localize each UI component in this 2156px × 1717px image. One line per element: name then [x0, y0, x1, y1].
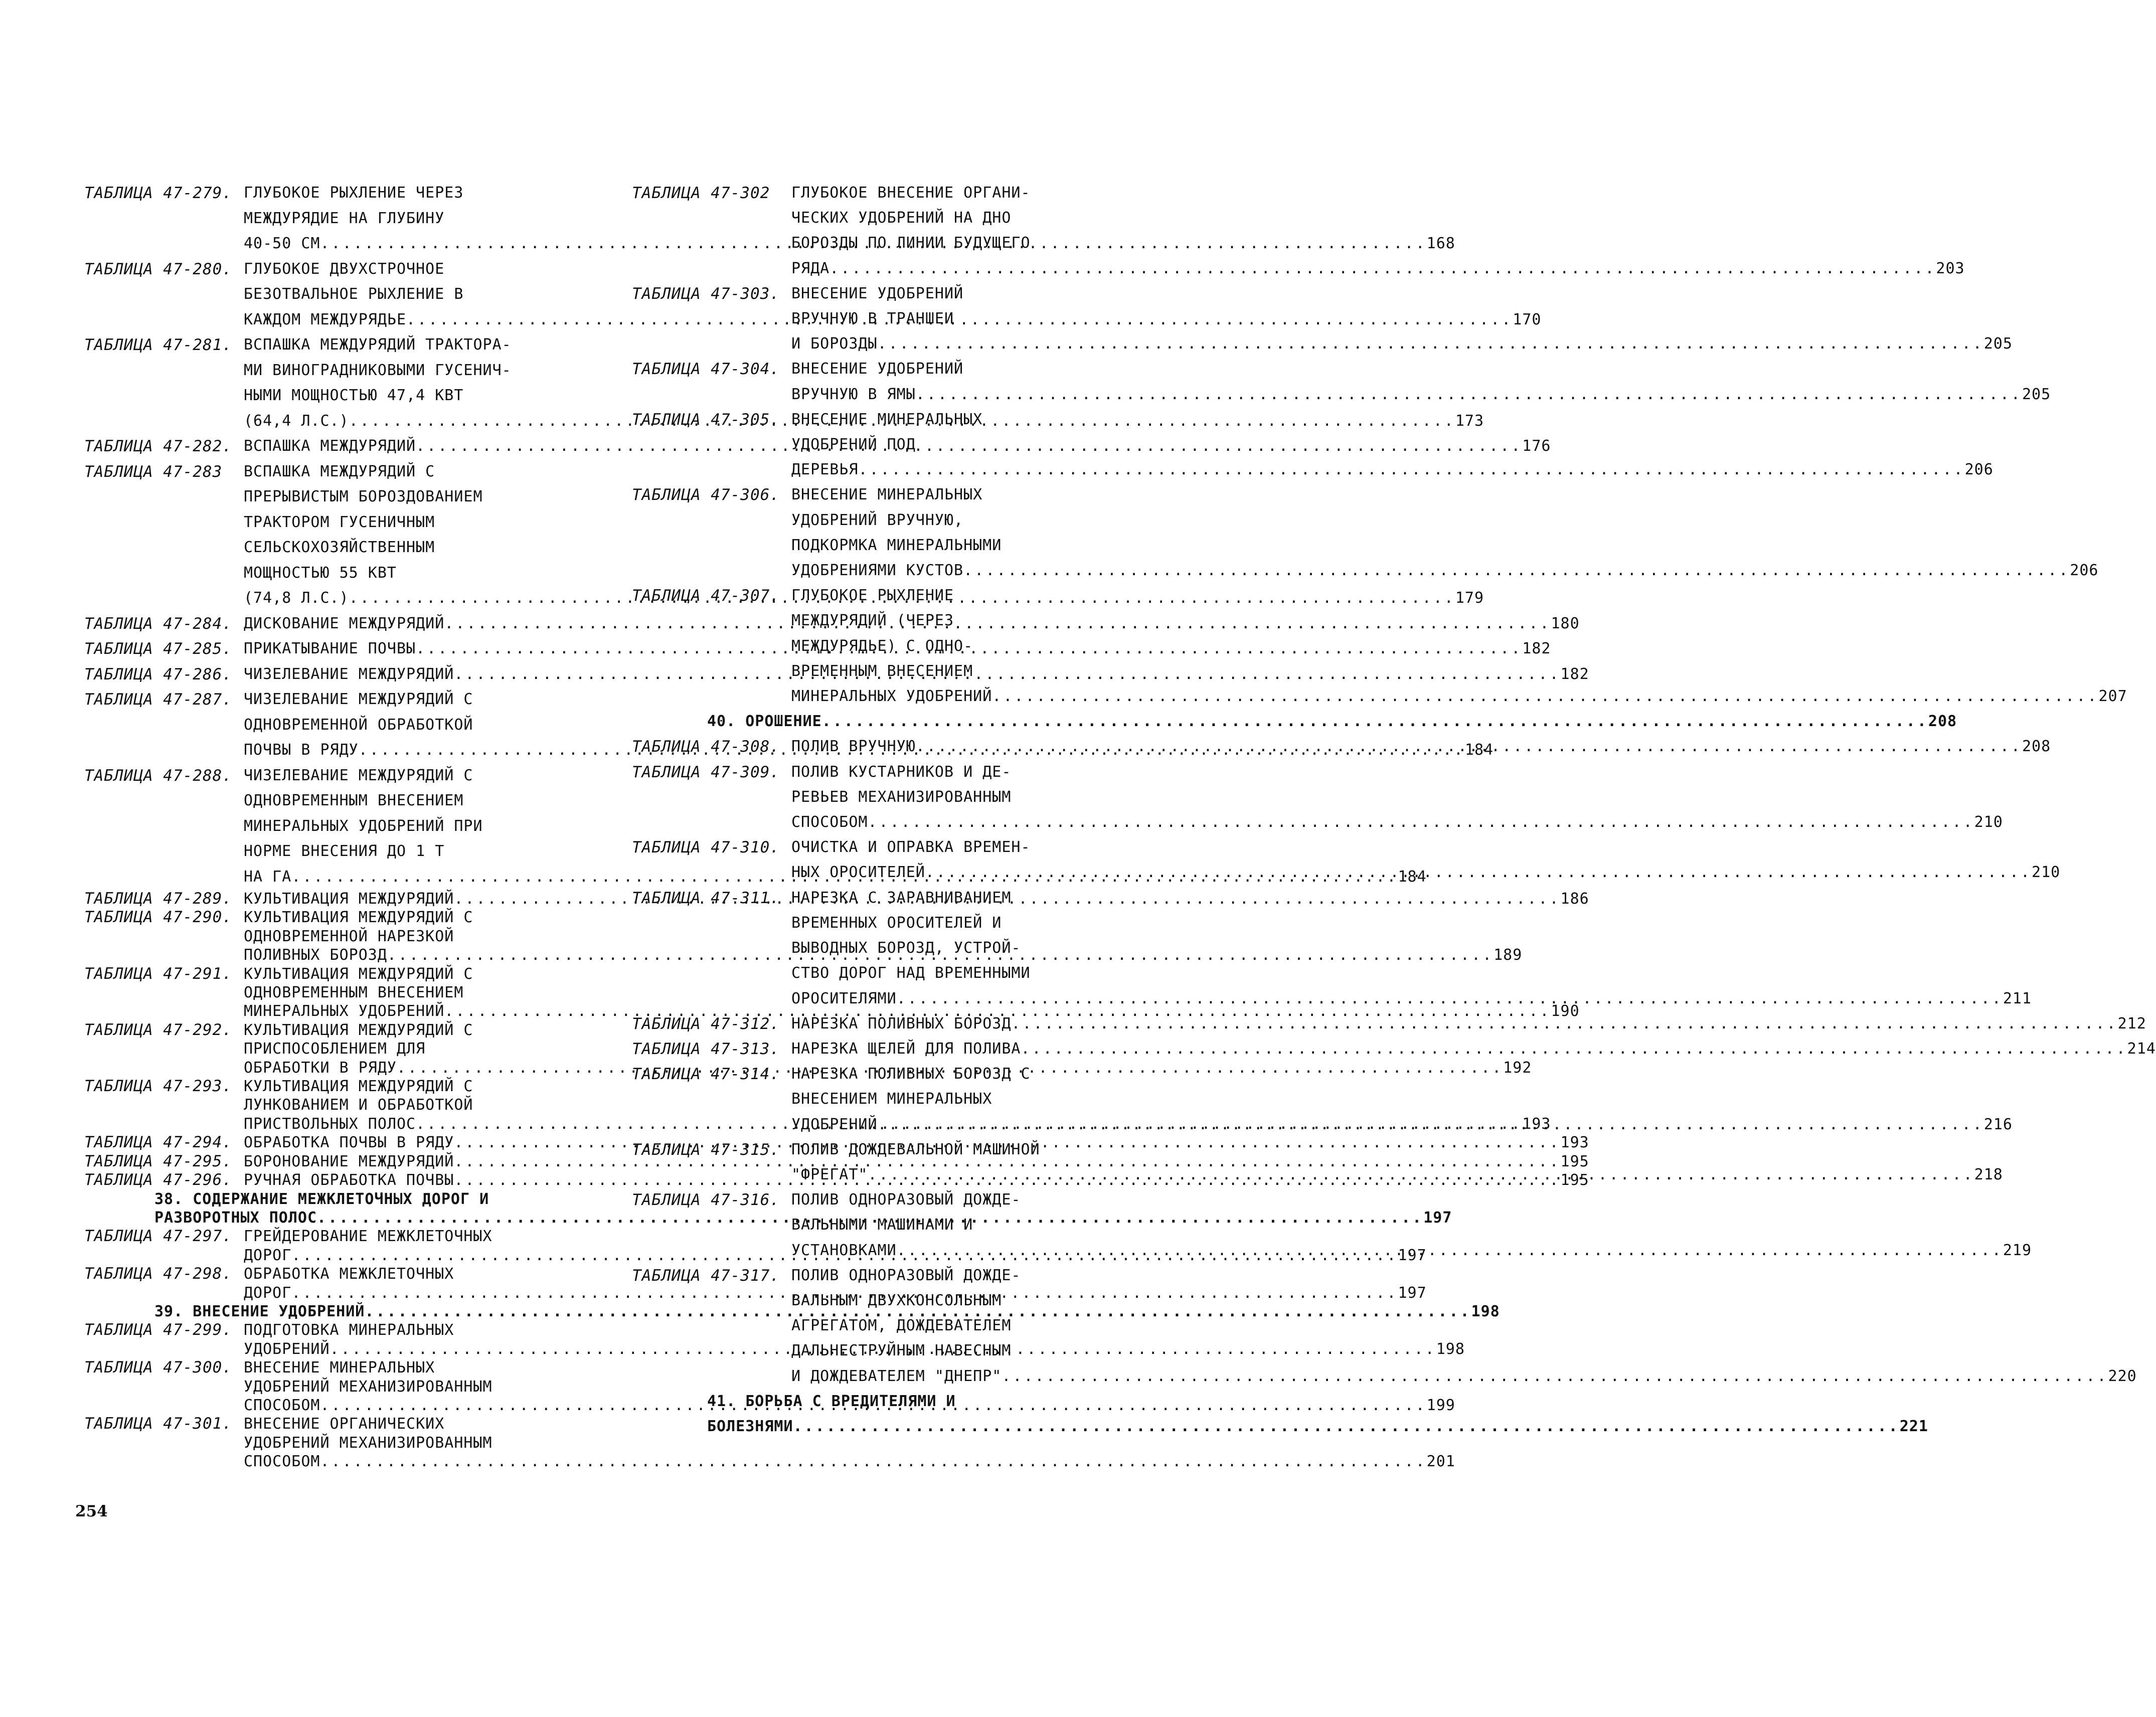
table-label: ТАБЛИЦА 47-279. [84, 184, 232, 202]
entry-text: КАЖДОМ МЕЖДУРЯДЬЕ [244, 310, 407, 328]
dot-leader [963, 558, 2070, 583]
entry-text: УСТАНОВКАМИ [791, 1241, 897, 1259]
entry-text: МЕЖДУРЯДИЕ НА ГЛУБИНУ [244, 209, 445, 227]
page-reference: 210 [1974, 813, 2003, 831]
entry-text: И ДОЖДЕВАТЕЛЕМ "ДНЕПР" [791, 1367, 1002, 1385]
entry-text: ТРАКТОРОМ ГУСЕНИЧНЫМ [244, 513, 435, 531]
entry-title [791, 1011, 2146, 1037]
entry-text: И БОРОЗДЫ [791, 335, 878, 353]
entry-text: ПОДГОТОВКА МИНЕРАЛЬНЫХ [244, 1321, 454, 1339]
page-reference: 214 [2127, 1040, 2156, 1058]
table-label: ТАБЛИЦА 47-305. [632, 410, 780, 429]
page-reference: 198 [1471, 1302, 1500, 1320]
entry-text: ВСПАШКА МЕЖДУРЯДИЙ [244, 437, 416, 455]
entry-text: ОБРАБОТКА МЕЖКЛЕТОЧНЫХ [244, 1265, 454, 1283]
entry-text: ВРУЧНУЮ В ЯМЫ [791, 385, 916, 403]
page-reference: 192 [1503, 1059, 1532, 1077]
page-reference: 218 [1974, 1165, 2003, 1183]
entry-last-line [791, 457, 1994, 482]
entry-text: НОРМЕ ВНЕСЕНИЯ ДО 1 Т [244, 842, 445, 860]
entry-text: ВНЕСЕНИЕ МИНЕРАЛЬНЫХ [791, 486, 983, 504]
entry-text: ОРОСИТЕЛЯМИ [791, 989, 897, 1007]
table-label: ТАБЛИЦА 47-286. [84, 665, 232, 683]
entry-text: РУЧНАЯ ОБРАБОТКА ПОЧВЫ [244, 1171, 454, 1189]
dot-leader [868, 810, 1974, 835]
entry-text: АГРЕГАТОМ, ДОЖДЕВАТЕЛЕМ [791, 1317, 1012, 1335]
table-label: ТАБЛИЦА 47-306. [632, 486, 780, 504]
entry-last-line [791, 1162, 2003, 1187]
entry-title [791, 181, 1965, 281]
page-reference: 221 [1899, 1417, 1928, 1435]
table-label: ТАБЛИЦА 47-291. [84, 964, 232, 983]
entry-text: ПОЛИВ ВРУЧНУЮ [791, 738, 916, 756]
entry-text: УДОБРЕНИЙ МЕХАНИЗИРОВАННЫМ [244, 1434, 492, 1452]
entry-text: СПОСОБОМ [244, 1453, 320, 1471]
dot-leader [916, 734, 2022, 759]
entry-text: НАРЕЗКА ЩЕЛЕЙ ДЛЯ ПОЛИВА [791, 1040, 1021, 1058]
table-label: ТАБЛИЦА 47-302 [632, 184, 770, 202]
entry-text: ВНЕСЕНИЕ МИНЕРАЛЬНЫХ [244, 1359, 435, 1377]
entry-text: ДОРОГ [244, 1246, 292, 1264]
table-label: ТАБЛИЦА 47-311. [632, 889, 780, 907]
entry-text: 41. БОРЬБА С ВРЕДИТЕЛЯМИ И [707, 1392, 956, 1410]
entry-title [791, 1037, 2156, 1062]
page-reference: 211 [2003, 989, 2032, 1007]
page-reference: 184 [1398, 868, 1427, 886]
dot-leader [868, 1162, 1974, 1187]
dot-leader [897, 986, 2003, 1011]
entry-text: МИНЕРАЛЬНЫХ УДОБРЕНИЙ [791, 688, 992, 706]
entry-text: БОРОНОВАНИЕ МЕЖДУРЯДИЙ [244, 1152, 454, 1170]
entry-title [791, 734, 2051, 759]
entry-text: ОДНОВРЕМЕННЫМ ВНЕСЕНИЕМ [244, 984, 464, 1002]
page-reference: 197 [1398, 1246, 1427, 1264]
entry-last-line [707, 709, 1957, 734]
entry-title [791, 1062, 2013, 1137]
page-reference: 195 [1560, 1152, 1589, 1170]
table-label: ТАБЛИЦА 47-313. [632, 1040, 780, 1058]
entry-text: РЯДА [791, 259, 830, 277]
page-reference: 195 [1560, 1171, 1589, 1189]
page-reference: 173 [1455, 412, 1484, 430]
entry-text: ВНЕСЕНИЕ УДОБРЕНИЙ [791, 284, 964, 302]
entry-text: ВНЕСЕНИЕМ МИНЕРАЛЬНЫХ [791, 1090, 992, 1108]
section-title [632, 1389, 1928, 1439]
entry-last-line [791, 331, 2013, 357]
entry-last-line [791, 860, 2060, 885]
table-label: ТАБЛИЦА 47-303. [632, 284, 780, 303]
table-label: ТАБЛИЦА 47-310. [632, 838, 780, 857]
entry-text: ГРЕЙДЕРОВАНИЕ МЕЖКЛЕТОЧНЫХ [244, 1228, 492, 1246]
page-reference: 208 [1928, 713, 1957, 731]
entry-text: (74,8 Л.С.) [244, 589, 349, 607]
entry-text: РЕВЬЕВ МЕХАНИЗИРОВАННЫМ [791, 788, 1012, 806]
entry-text: НАРЕЗКА ПОЛИВНЫХ БОРОЗД [791, 1014, 1012, 1033]
entry-text: ВАЛЬНЫМИ МАШИНАМИ И [791, 1216, 973, 1234]
entry-text: КУЛЬТИВАЦИЯ МЕЖДУРЯДИЙ С [244, 1078, 473, 1096]
table-label: ТАБЛИЦА 47-317. [632, 1266, 780, 1285]
toc-entry [632, 1037, 2156, 1062]
entry-title [791, 1263, 2137, 1389]
entry-text: УДОБРЕНИЯМИ КУСТОВ [791, 562, 964, 580]
entry-last-line [244, 1452, 1455, 1471]
entry-text: 38. СОДЕРЖАНИЕ МЕЖКЛЕТОЧНЫХ ДОРОГ И [154, 1190, 489, 1208]
table-label: ТАБЛИЦА 47-295. [84, 1152, 232, 1170]
page-reference: 206 [2070, 562, 2099, 580]
entry-text: ПРЕРЫВИСТЫМ БОРОЗДОВАНИЕМ [244, 488, 483, 505]
entry-text: ОДНОВРЕМЕННЫМ ВНЕСЕНИЕМ [244, 792, 464, 809]
page-reference: 186 [1560, 890, 1589, 908]
page-reference: 189 [1494, 946, 1523, 964]
table-label: ТАБЛИЦА 47-301. [84, 1415, 232, 1433]
entry-text: ВНЕСЕНИЕ УДОБРЕНИЙ [791, 360, 964, 378]
page-reference: 197 [1423, 1209, 1452, 1227]
entry-text: МИ ВИНОГРАДНИКОВЫМИ ГУСЕНИЧ- [244, 361, 512, 379]
entry-text: ПОЛИВНЫХ БОРОЗД [244, 946, 387, 964]
table-label: ТАБЛИЦА 47-304. [632, 360, 780, 379]
entry-text: ВЫВОДНЫХ БОРОЗД, УСТРОЙ- [791, 939, 1021, 957]
table-label: ТАБЛИЦА 47-289. [84, 890, 232, 908]
entry-text: ЧИЗЕЛЕВАНИЕ МЕЖДУРЯДИЙ [244, 665, 454, 683]
table-label: ТАБЛИЦА 47-283 [84, 462, 223, 481]
entry-text: ВРЕМЕННЫХ ОРОСИТЕЛЕЙ И [791, 914, 1002, 932]
entry-last-line [791, 986, 2032, 1011]
entry-text: ЧИЗЕЛЕВАНИЕ МЕЖДУРЯДИЙ С [244, 691, 473, 708]
page-reference: 201 [1426, 1453, 1455, 1471]
entry-text: СПОСОБОМ [791, 813, 868, 831]
table-label: ТАБЛИЦА 47-312. [632, 1014, 780, 1033]
page-reference: 205 [2022, 385, 2051, 403]
dot-leader [916, 382, 2022, 407]
entry-last-line [791, 1011, 2146, 1037]
entry-title [791, 760, 2003, 835]
page-reference: 190 [1551, 1002, 1580, 1020]
page-reference: 182 [1560, 665, 1589, 683]
dot-leader [1002, 1364, 2108, 1389]
page-reference: 216 [1983, 1115, 2013, 1133]
page-reference: 193 [1522, 1115, 1551, 1133]
entry-title [791, 835, 2060, 885]
entry-last-line [791, 1364, 2137, 1389]
entry-text: ГЛУБОКОЕ РЫХЛЕНИЕ [791, 587, 954, 605]
entry-text: БОРОЗДЫ ПО ЛИНИИ БУДУЩЕГО [791, 234, 1031, 252]
entry-text: ПРИСПОСОБЛЕНИЕМ ДЛЯ [244, 1040, 426, 1058]
entry-text: БОЛЕЗНЯМИ [707, 1417, 793, 1435]
dot-leader [858, 457, 1964, 482]
table-label: ТАБЛИЦА 47-296. [84, 1171, 232, 1189]
entry-text: ДИСКОВАНИЕ МЕЖДУРЯДИЙ [244, 614, 445, 632]
section-title [632, 709, 1957, 734]
entry-text: КУЛЬТИВАЦИЯ МЕЖДУРЯДИЙ С [244, 1021, 473, 1039]
entry-text: УДОБРЕНИЙ ПОД [791, 436, 916, 454]
entry-text: НА ГА [244, 868, 292, 886]
entry-title [791, 886, 2032, 1011]
entry-text: ЧИЗЕЛЕВАНИЕ МЕЖДУРЯДИЙ С [244, 766, 473, 784]
entry-text: ВАЛЬНЫМ ДВУХКОНСОЛЬНЫМ [791, 1291, 1002, 1309]
table-label: ТАБЛИЦА 47-299. [84, 1321, 232, 1339]
entry-text: СЕЛЬСКОХОЗЯЙСТВЕННЫМ [244, 539, 435, 556]
entry-text: ПРИКАТЫВАНИЕ ПОЧВЫ [244, 640, 416, 657]
page-reference: 219 [2003, 1241, 2032, 1259]
entry-text: ПОЛИВ ОДНОРАЗОВЫЙ ДОЖДЕ- [791, 1191, 1021, 1209]
table-label: ТАБЛИЦА 47-314. [632, 1065, 780, 1084]
page-reference: 168 [1426, 235, 1455, 252]
entry-last-line [791, 684, 2127, 709]
entry-text: ВРЕМЕННЫМ ВНЕСЕНИЕМ [791, 662, 973, 680]
page-number: 254 [75, 1502, 108, 1520]
entry-text: 39. ВНЕСЕНИЕ УДОБРЕНИЙ [154, 1302, 365, 1320]
table-label: ТАБЛИЦА 47-281. [84, 336, 232, 354]
entry-text: ГЛУБОКОЕ РЫХЛЕНИЕ ЧЕРЕЗ [244, 184, 464, 202]
entry-last-line [791, 1112, 2013, 1137]
dot-leader [992, 684, 2098, 709]
entry-text: ПРИСТВОЛЬНЫХ ПОЛОС [244, 1115, 416, 1133]
entry-last-line [791, 810, 2003, 835]
table-label: ТАБЛИЦА 47-297. [84, 1227, 232, 1246]
entry-title [791, 1187, 2032, 1263]
entry-text: НЫХ ОРОСИТЕЛЕЙ [791, 864, 925, 882]
entry-text: 40-50 СМ [244, 235, 320, 252]
entry-text: ВНЕСЕНИЕ ОРГАНИЧЕСКИХ [244, 1415, 445, 1433]
entry-text: ОБРАБОТКИ В РЯДУ [244, 1059, 397, 1077]
entry-text: НЫМИ МОЩНОСТЬЮ 47,4 КВТ [244, 387, 464, 404]
entry-text: ОБРАБОТКА ПОЧВЫ В РЯДУ [244, 1134, 454, 1152]
entry-text: ДАЛЬНЕСТРУЙНЫМ НАВЕСНЫМ [791, 1342, 1012, 1360]
entry-text: СПОСОБОМ [244, 1396, 320, 1414]
entry-text: ОДНОВРЕМЕННОЙ НАРЕЗКОЙ [244, 927, 454, 945]
entry-text: МОЩНОСТЬЮ 55 КВТ [244, 564, 397, 582]
dot-leader [878, 1112, 1984, 1137]
entry-text: МЕЖДУРЯДИЙ (ЧЕРЕЗ [791, 612, 954, 630]
entry-text: УДОБРЕНИЙ ВРУЧНУЮ, [791, 511, 964, 529]
entry-text: МИНЕРАЛЬНЫХ УДОБРЕНИЙ ПРИ [244, 817, 483, 835]
table-label: ТАБЛИЦА 47-300. [84, 1358, 232, 1377]
entry-last-line [791, 382, 2051, 407]
page-reference: 199 [1426, 1396, 1455, 1414]
table-label: ТАБЛИЦА 47-292. [84, 1020, 232, 1039]
entry-text: УДОБРЕНИЙ МЕХАНИЗИРОВАННЫМ [244, 1378, 492, 1396]
page-reference: 206 [1964, 461, 1994, 479]
dot-leader [878, 331, 1984, 357]
entry-text: ВСПАШКА МЕЖДУРЯДИЙ ТРАКТОРА- [244, 336, 512, 354]
entry-text: УДОБРЕНИЙ [791, 1115, 878, 1133]
dot-leader [925, 860, 2032, 885]
entry-text: ПОЛИВ ОДНОРАЗОВЫЙ ДОЖДЕ- [791, 1266, 1021, 1284]
table-label: ТАБЛИЦА 47-284. [84, 614, 232, 633]
entry-text: УДОБРЕНИЙ [244, 1340, 330, 1358]
table-label: ТАБЛИЦА 47-280. [84, 260, 232, 278]
table-label: ТАБЛИЦА 47-290. [84, 908, 232, 927]
entry-last-line [791, 734, 2051, 759]
entry-text: НАРЕЗКА ПОЛИВНЫХ БОРОЗД С [791, 1065, 1031, 1083]
entry-text: ДОРОГ [244, 1284, 292, 1302]
entry-last-line [791, 1037, 2156, 1062]
entry-text: "ФРЕГАТ" [791, 1165, 868, 1183]
entry-last-line [791, 558, 2098, 583]
entry-text: ГЛУБОКОЕ ВНЕСЕНИЕ ОРГАНИ- [791, 184, 1031, 202]
table-label: ТАБЛИЦА 47-315. [632, 1140, 780, 1159]
entry-title [791, 357, 2051, 407]
table-label: ТАБЛИЦА 47-293. [84, 1077, 232, 1096]
page-reference: 208 [2022, 738, 2051, 756]
toc-entry [632, 357, 2051, 407]
entry-text: БЕЗОТВАЛЬНОЕ РЫХЛЕНИЕ В [244, 285, 464, 303]
entry-text: ОДНОВРЕМЕННОЙ ОБРАБОТКОЙ [244, 716, 473, 734]
toc-entry [632, 482, 2099, 583]
entry-text: МЕЖДУРЯДЬЕ) С ОДНО- [791, 637, 973, 655]
entry-text: ГЛУБОКОЕ ДВУХСТРОЧНОЕ [244, 260, 445, 278]
entry-text: НАРЕЗКА С ЗАРАВНИВАНИЕМ [791, 889, 1012, 907]
page-reference: 210 [2032, 864, 2061, 882]
entry-text: КУЛЬТИВАЦИЯ МЕЖДУРЯДИЙ С [244, 965, 473, 983]
dot-leader [320, 1452, 1427, 1471]
entry-text: ВРУЧНУЮ В ТРАНШЕИ [791, 310, 954, 328]
page-reference: 193 [1560, 1134, 1589, 1152]
dot-leader [822, 709, 1928, 734]
entry-text: КУЛЬТИВАЦИЯ МЕЖДУРЯДИЙ С [244, 909, 473, 927]
entry-title [791, 407, 1994, 483]
dot-leader [897, 1238, 2003, 1263]
page-reference: 212 [2117, 1014, 2146, 1033]
entry-last-line [791, 256, 1965, 281]
table-label: ТАБЛИЦА 47-307. [632, 587, 780, 605]
entry-text: СТВО ДОРОГ НАД ВРЕМЕННЫМИ [791, 964, 1031, 982]
toc-entry [632, 760, 2003, 835]
page-reference: 182 [1522, 640, 1551, 657]
page-reference: 220 [2108, 1367, 2137, 1385]
table-label: ТАБЛИЦА 47-287. [84, 691, 232, 709]
entry-text: ПОЧВЫ В РЯДУ [244, 741, 359, 759]
entry-title [791, 281, 2013, 357]
page-reference: 198 [1436, 1340, 1465, 1358]
table-label: ТАБЛИЦА 47-288. [84, 766, 232, 785]
table-label: ТАБЛИЦА 47-298. [84, 1265, 232, 1283]
page-reference: 179 [1455, 589, 1484, 607]
table-label: ТАБЛИЦА 47-316. [632, 1191, 780, 1210]
entry-last-line [707, 1414, 1928, 1439]
entry-last-line [791, 1238, 2032, 1263]
entry-text: ЧЕСКИХ УДОБРЕНИЙ НА ДНО [791, 209, 1012, 227]
table-label: ТАБЛИЦА 47-309. [632, 763, 780, 781]
entry-text: ПОДКОРМКА МИНЕРАЛЬНЫМИ [791, 536, 1002, 554]
page-reference: 176 [1522, 437, 1551, 455]
dot-leader [1021, 1037, 2127, 1062]
entry-text: ЛУНКОВАНИЕМ И ОБРАБОТКОЙ [244, 1096, 473, 1114]
entry-text: ПОЛИВ ДОЖДЕВАЛЬНОЙ МАШИНОЙ [791, 1140, 1040, 1158]
entry-text: РАЗВОРОТНЫХ ПОЛОС [154, 1209, 317, 1227]
entry-text: (64,4 Л.С.) [244, 412, 349, 430]
dot-leader [793, 1414, 1900, 1439]
dot-leader [1011, 1011, 2117, 1037]
page-reference: 197 [1398, 1284, 1427, 1302]
section-heading [84, 1302, 1500, 1321]
entry-text: ВНЕСЕНИЕ МИНЕРАЛЬНЫХ [791, 410, 983, 428]
table-label: ТАБЛИЦА 47-285. [84, 640, 232, 658]
entry-text: ВСПАШКА МЕЖДУРЯДИЙ С [244, 462, 435, 480]
table-label: ТАБЛИЦА 47-294. [84, 1133, 232, 1152]
entry-title [791, 583, 2127, 709]
entry-text: КУЛЬТИВАЦИЯ МЕЖДУРЯДИЙ [244, 890, 454, 908]
entry-text: ДЕРЕВЬЯ [791, 461, 859, 479]
page-reference: 203 [1936, 259, 1965, 277]
entry-text: ОЧИСТКА И ОПРАВКА ВРЕМЕН- [791, 838, 1031, 856]
table-label: ТАБЛИЦА 47-308. [632, 738, 780, 756]
table-label: ТАБЛИЦА 47-282. [84, 437, 232, 455]
section-heading [632, 709, 1957, 734]
page-reference: 184 [1464, 741, 1494, 759]
page-reference: 170 [1513, 310, 1542, 328]
entry-text: 40. ОРОШЕНИЕ [707, 713, 822, 731]
entry-text: ПОЛИВ КУСТАРНИКОВ И ДЕ- [791, 763, 1012, 781]
entry-text: МИНЕРАЛЬНЫХ УДОБРЕНИЙ [244, 1002, 445, 1020]
entry-title [791, 1137, 2003, 1187]
page-reference: 205 [1983, 335, 2013, 353]
page-reference: 180 [1551, 614, 1580, 632]
entry-title [791, 482, 2098, 583]
toc-entry [84, 1152, 1589, 1171]
page-reference: 207 [2098, 688, 2127, 706]
dot-leader [830, 256, 1936, 281]
